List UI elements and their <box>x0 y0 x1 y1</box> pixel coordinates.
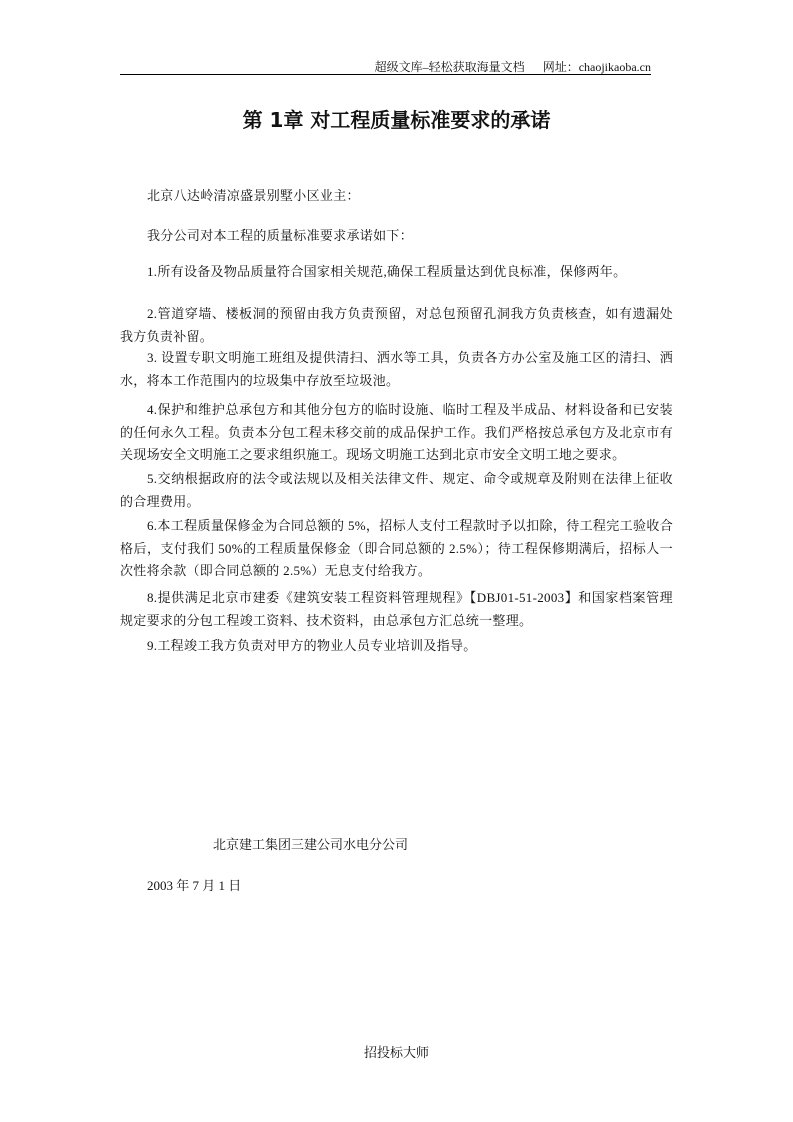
page-title: 第 1章 对工程质量标准要求的承诺 <box>242 108 551 132</box>
list-item: 6.本工程质量保修金为合同总额的 5%，招标人支付工程款时予以扣除，待工程完工验收合格后，支付我们 50%的工程质量保修金（即合同总额的 2.5%）；待工程保修期满后，招标人一次性将余款（即合同总额的 2.5%）无息支付给我方。 <box>120 518 673 578</box>
header-url: 网址：chaojikaoba.cn <box>542 60 651 74</box>
list-item: 5.交纳根据政府的法令或法规以及相关法律文件、规定、命令或规章及附则在法律上征收的合理费用。 <box>120 471 673 509</box>
signature-company: 北京建工集团三建公司水电分公司 <box>213 837 409 852</box>
page-header <box>357 58 651 75</box>
list-item: 9.工程竣工我方负责对甲方的物业人员专业培训及指导。 <box>147 638 477 653</box>
list-item: 3. 设置专职文明施工班组及提供清扫、洒水等工具，负责各方办公室及施工区的清扫、洒水，将本工作范围内的垃圾集中存放至垃圾池。 <box>120 350 673 388</box>
intro: 我分公司对本工程的质量标准要求承诺如下： <box>147 228 414 243</box>
page-footer: 招投标大师 <box>363 1045 429 1060</box>
list-item: 4.保护和维护总承包方和其他分包方的临时设施、临时工程及半成品、材料设备和已安装的任何永久工程。负责本分包工程未移交前的成品保护工作。我们严格按总承包方及北京市有关现场安全文明施工之要求组织施工。现场文明施工达到北京市安全文明工地之要求。 <box>120 402 673 462</box>
salutation: 北京八达岭清凉盛景别墅小区业主： <box>147 188 360 203</box>
signature-date: 2003 年 7 月 1 日 <box>147 878 242 893</box>
list-item: 1.所有设备及物品质量符合国家相关规范,确保工程质量达到优良标准，保修两年。 <box>147 264 627 279</box>
list-item: 8.提供满足北京市建委《建筑安装工程资料管理规程》【DBJ01-51-2003】和国家档案管理规定要求的分包工程竣工资料、技术资料，由总承包方汇总统一整理。 <box>120 590 673 628</box>
header-site: 超级文库–轻松获取海量文档 <box>374 60 525 74</box>
list-item: 2.管道穿墙、楼板洞的预留由我方负责预留，对总包预留孔洞我方负责核查，如有遗漏处我方负责补留。 <box>120 306 673 344</box>
header-rule <box>120 74 651 75</box>
